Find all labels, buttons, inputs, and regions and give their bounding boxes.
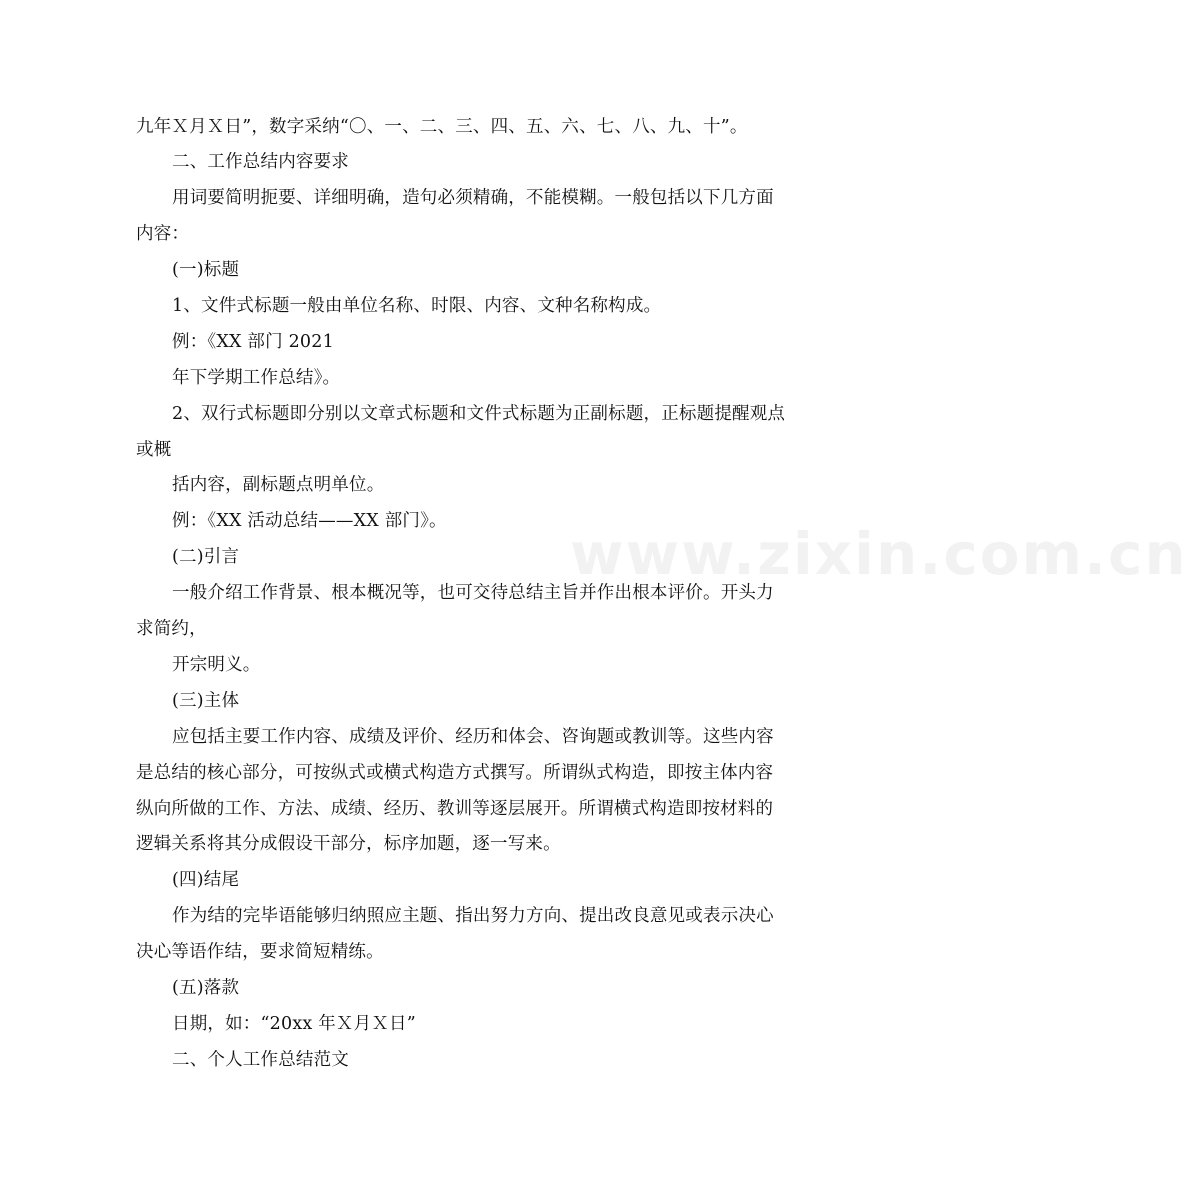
text-line-21: 逻辑关系将其分成假设干部分，标序加题，逐一写来。 — [136, 834, 561, 854]
text-line-12: 例：《XX 活动总结——XX 部门》。 — [172, 511, 447, 531]
text-line-10: 或概 — [136, 440, 172, 460]
text-line-20: 纵向所做的工作、方法、成绩、经历、教训等逐层展开。所谓横式构造即按材料的 — [136, 799, 774, 819]
text-line-26: 日期，如：“20xx 年Ｘ月Ｘ日” — [172, 1014, 416, 1034]
text-line-14: 一般介绍工作背景、根本概况等，也可交待总结主旨并作出根本评价。开头力 — [172, 583, 774, 603]
subheading-ending: (四)结尾 — [172, 870, 240, 890]
text-line-1: 九年Ｘ月Ｘ日”，数字采纳“〇、一、二、三、四、五、六、七、八、九、十”。 — [136, 117, 748, 137]
subheading-signature: (五)落款 — [172, 978, 240, 998]
text-line-7: 例：《XX 部门 2021 — [172, 332, 334, 352]
text-line-18: 应包括主要工作内容、成绩及评价、经历和体会、咨询题或教训等。这些内容 — [172, 727, 774, 747]
subheading-body: (三)主体 — [172, 691, 240, 711]
text-line-6: 1、文件式标题一般由单位名称、时限、内容、文种名称构成。 — [172, 296, 662, 316]
subheading-title: (一)标题 — [172, 260, 240, 280]
subheading-introduction: (二)引言 — [172, 547, 240, 567]
text-line-19: 是总结的核心部分，可按纵式或横式构造方式撰写。所谓纵式构造，即按主体内容 — [136, 763, 774, 783]
text-line-24: 决心等语作结，要求简短精练。 — [136, 942, 384, 962]
watermark: www.zixin.com.cn — [570, 520, 1188, 588]
text-line-23: 作为结的完毕语能够归纳照应主题、指出努力方向、提出改良意见或表示决心 — [172, 906, 774, 926]
text-line-3: 用词要简明扼要、详细明确，造句必须精确，不能模糊。一般包括以下几方面 — [172, 188, 774, 208]
text-line-11: 括内容，副标题点明单位。 — [172, 475, 385, 495]
text-line-8: 年下学期工作总结》。 — [172, 368, 341, 388]
text-line-4: 内容： — [136, 224, 190, 244]
text-line-9: 2、双行式标题即分别以文章式标题和文件式标题为正副标题，正标题提醒观点 — [172, 404, 786, 424]
text-line-16: 开宗明义。 — [172, 655, 261, 675]
section-heading-sample: 二、个人工作总结范文 — [172, 1050, 349, 1070]
section-heading-requirements: 二、工作总结内容要求 — [172, 152, 349, 172]
text-line-15: 求简约， — [136, 619, 207, 639]
